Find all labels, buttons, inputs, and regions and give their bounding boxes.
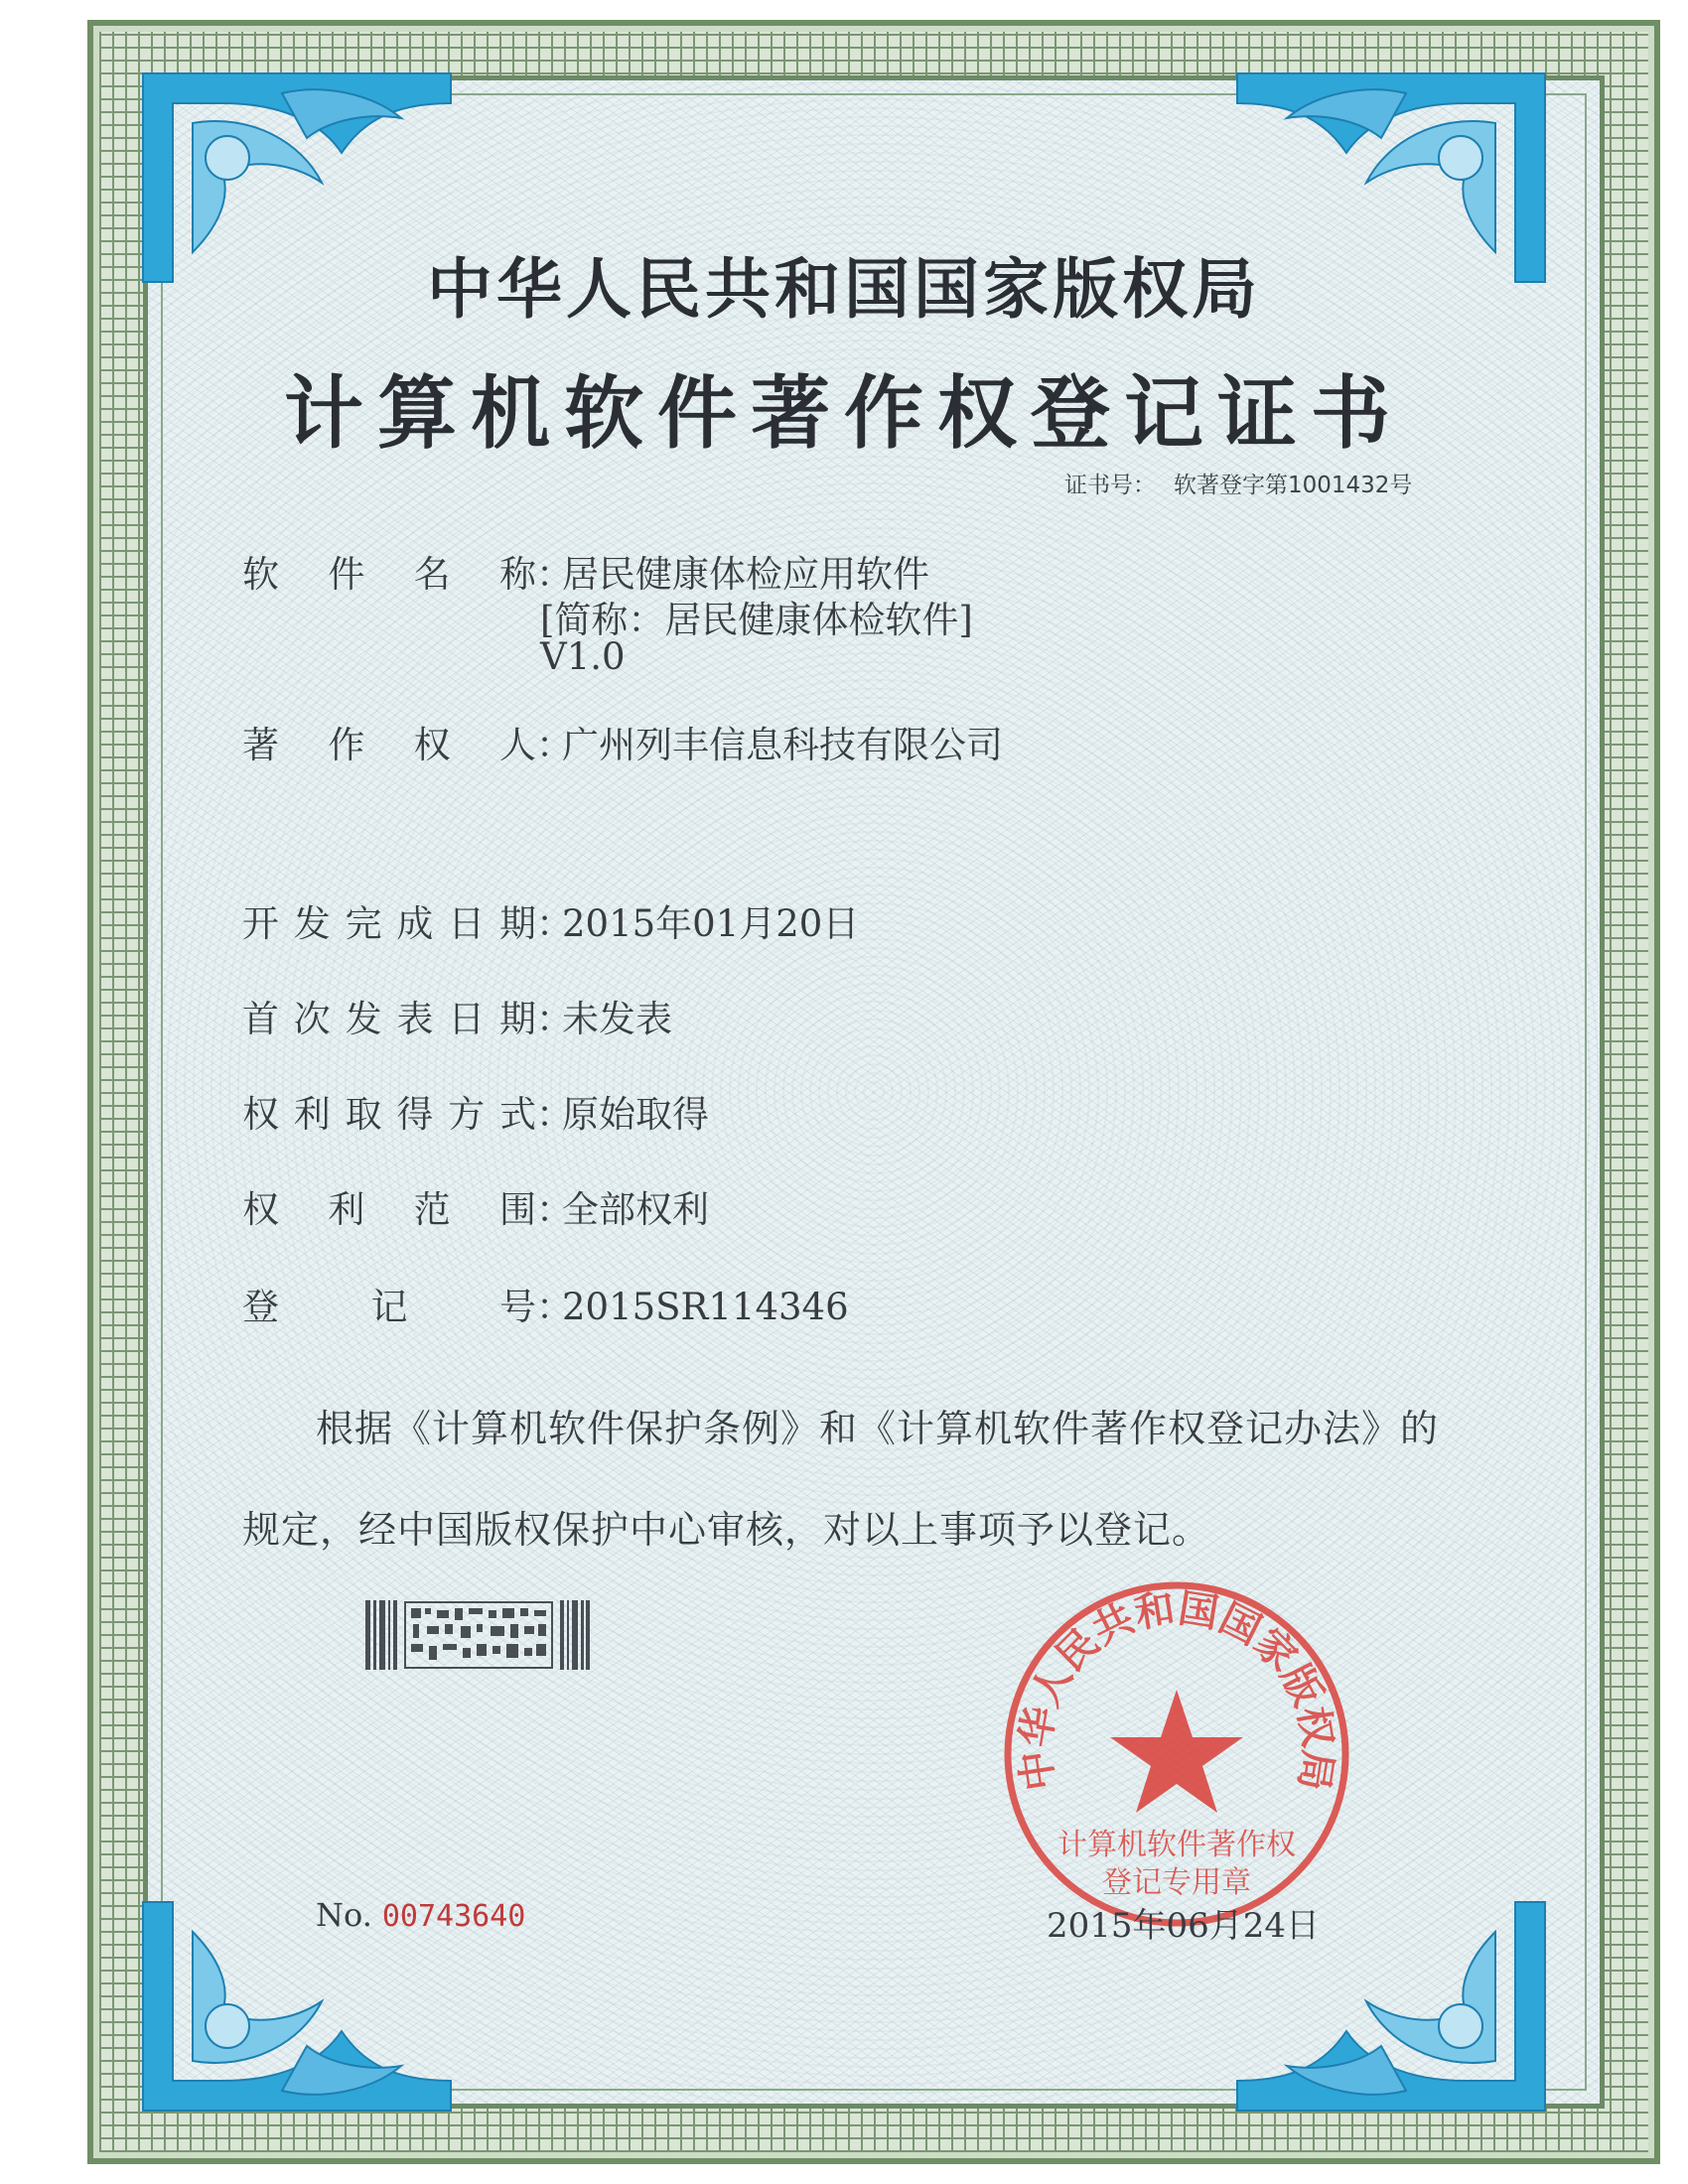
field-first-publication: 首次发表日期：未发表 — [242, 989, 672, 1042]
field-value: 未发表 — [562, 998, 672, 1040]
field-value: 2015SR114346 — [562, 1286, 849, 1328]
issue-date: 2015年06月24日 — [1047, 1906, 1321, 1946]
field-label: 权利取得方式 — [242, 1093, 536, 1136]
field-label: 权利范围 — [242, 1188, 536, 1231]
field-value: 2015年01月20日 — [562, 902, 860, 945]
certificate-number-label: 证书号： — [1064, 473, 1156, 498]
barcode-icon — [365, 1598, 590, 1672]
serial-number — [316, 1896, 525, 1934]
field-label: 软件名称 — [242, 553, 536, 596]
field-copyright-owner: 著作权人：广州列丰信息科技有限公司 — [242, 715, 1003, 768]
statement-line-1: 根据《计算机软件保护条例》和《计算机软件著作权登记办法》的 — [316, 1407, 1440, 1450]
field-completion-date: 开发完成日期：2015年01月20日 — [242, 893, 859, 947]
seal-line-2: 登记专用章 — [1102, 1865, 1251, 1900]
field-label: 首次发表日期 — [242, 998, 536, 1040]
field-label: 开发完成日期 — [242, 902, 536, 945]
serial-prefix: No. — [316, 1896, 372, 1934]
field-acquisition-method: 权利取得方式：原始取得 — [242, 1084, 709, 1138]
field-value: 居民健康体检应用软件 — [562, 553, 929, 596]
field-value: 原始取得 — [562, 1093, 709, 1136]
certificate-title: 计算机软件著作权登记证书 — [284, 367, 1404, 460]
field-software-name: 软件名称：居民健康体检应用软件 — [242, 544, 929, 598]
issuing-authority: 中华人民共和国国家版权局 — [427, 251, 1261, 328]
field-value: 全部权利 — [562, 1188, 709, 1231]
field-label: 登记号 — [242, 1286, 536, 1328]
software-short-name: [简称：居民健康体检软件] — [540, 599, 973, 641]
field-label: 著作权人 — [242, 724, 536, 766]
statement-line-2: 规定，经中国版权保护中心审核，对以上事项予以登记。 — [242, 1508, 1211, 1552]
certificate-number — [1064, 467, 1430, 499]
seal-line-1: 计算机软件著作权 — [1057, 1828, 1296, 1862]
field-rights-scope: 权利范围：全部权利 — [242, 1179, 709, 1233]
serial-number-value: 00743640 — [381, 1899, 526, 1934]
field-value: 广州列丰信息科技有限公司 — [562, 724, 1003, 766]
official-seal-icon — [1001, 1578, 1352, 1930]
field-registration-number: 登记号：2015SR114346 — [242, 1277, 849, 1330]
certificate-number-value: 软著登字第1001432号 — [1174, 473, 1413, 498]
seal-ring-text: 中华人民共和国国家版权局 — [1012, 1585, 1341, 1794]
software-version: V1.0 — [540, 635, 626, 678]
